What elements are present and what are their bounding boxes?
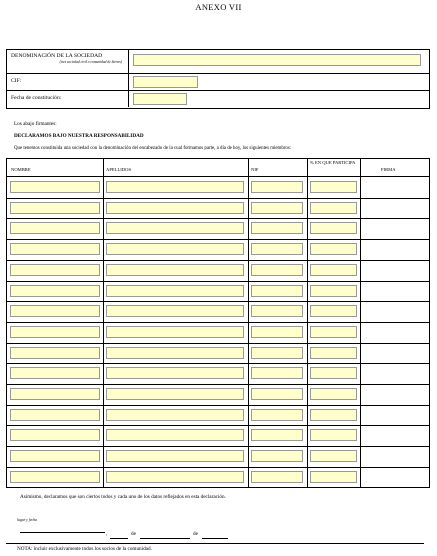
participa-field[interactable] [310,347,357,359]
apellidos-field[interactable] [106,347,244,359]
nombre-field[interactable] [10,305,100,317]
nif-field[interactable] [251,409,303,421]
footer-divider [6,543,424,544]
table-row [7,467,429,488]
table-row [7,260,429,281]
month-field[interactable] [140,532,190,539]
table-row [7,177,429,198]
firma-field[interactable] [363,386,425,402]
apellidos-field[interactable] [106,429,244,441]
nombre-field[interactable] [10,222,100,234]
day-field[interactable] [110,532,128,539]
nombre-field[interactable] [10,409,100,421]
table-row [7,384,429,405]
nombre-field[interactable] [10,471,100,483]
members-table [6,158,430,488]
nombre-field[interactable] [10,202,100,214]
participa-field[interactable] [310,471,357,483]
nif-field[interactable] [251,202,303,214]
nombre-field[interactable] [10,285,100,297]
signers-text: Los abajo firmantes: [14,121,57,127]
footer-statement: Asimismo, declaramos que son ciertos todos y cada uno de los datos reflejados en esta declaración. [20,494,226,500]
participa-field[interactable] [310,326,357,338]
firma-field[interactable] [363,345,425,361]
firma-field[interactable] [363,303,425,319]
firma-field[interactable] [363,200,425,216]
cif-label: CIF: [7,74,129,90]
col-header-nif: NIF [251,167,259,172]
table-row [7,405,429,426]
apellidos-field[interactable] [106,202,244,214]
participa-field[interactable] [310,305,357,317]
participa-field[interactable] [310,450,357,462]
apellidos-field[interactable] [106,409,244,421]
nif-field[interactable] [251,326,303,338]
table-row [7,239,429,260]
place-comma: , [106,531,108,537]
table-row [7,363,429,384]
nif-field[interactable] [251,388,303,400]
society-name-label-cell [7,50,129,73]
nombre-field[interactable] [10,347,100,359]
place-date-label: lugar y fecha [17,518,38,522]
constitution-date-field[interactable] [133,93,187,105]
table-row [7,198,429,219]
firma-field[interactable] [363,283,425,299]
participa-field[interactable] [310,243,357,255]
table-row [7,322,429,343]
cif-row [7,74,429,91]
year-field[interactable] [202,532,228,539]
firma-field[interactable] [363,427,425,443]
firma-field[interactable] [363,179,425,195]
members-statement: Que tenemos constituida una sociedad con la denominación del encabezado de la cual formamos parte, a día de hoy, los siguientes miembros: [14,146,292,151]
place-field[interactable] [20,526,105,533]
apellidos-field[interactable] [106,450,244,462]
col-header-firma: FIRMA [381,167,396,172]
col-header-participa: % EN QUE PARTICIPA [310,160,356,165]
firma-field[interactable] [363,365,425,381]
nombre-field[interactable] [10,429,100,441]
table-row [7,281,429,302]
participa-field[interactable] [310,202,357,214]
society-name-row [7,50,429,74]
nif-field[interactable] [251,181,303,193]
society-name-sublabel: (tres sociedad civil o comunidad de bienes) [59,60,122,64]
participa-field[interactable] [310,264,357,276]
nif-field[interactable] [251,243,303,255]
constitution-date-label: Fecha de constitución: [7,91,129,107]
apellidos-field[interactable] [106,471,244,483]
participa-field[interactable] [310,285,357,297]
firma-field[interactable] [363,448,425,464]
declaration-heading: DECLARAMOS BAJO NUESTRA RESPONSABILIDAD [14,133,144,139]
participa-field[interactable] [310,409,357,421]
firma-field[interactable] [363,324,425,340]
firma-field[interactable] [363,220,425,236]
nif-field[interactable] [251,471,303,483]
firma-field[interactable] [363,262,425,278]
participa-field[interactable] [310,429,357,441]
society-name-field[interactable] [133,54,421,66]
participa-field[interactable] [310,367,357,379]
col-header-nombre: NOMBRE [11,167,31,172]
de-text-1: de [131,531,136,537]
nombre-field[interactable] [10,326,100,338]
nombre-field[interactable] [10,243,100,255]
nif-field[interactable] [251,264,303,276]
firma-field[interactable] [363,469,425,485]
apellidos-field[interactable] [106,367,244,379]
participa-field[interactable] [310,181,357,193]
constitution-date-row [7,91,429,107]
nombre-field[interactable] [10,367,100,379]
nombre-field[interactable] [10,181,100,193]
nif-field[interactable] [251,347,303,359]
nif-field[interactable] [251,367,303,379]
apellidos-field[interactable] [106,222,244,234]
cif-field[interactable] [133,76,198,88]
footer-note: NOTA: incluir exclusivamente todos los socios de la comunidad. [17,546,152,552]
table-row [7,218,429,239]
page-title: ANEXO VII [195,2,242,12]
participa-field[interactable] [310,222,357,234]
col-header-apellidos: APELLIDOS [106,167,132,172]
apellidos-field[interactable] [106,264,244,276]
nif-field[interactable] [251,450,303,462]
society-name-label: DENOMINACIÓN DE LA SOCIEDAD [11,53,103,59]
apellidos-field[interactable] [106,305,244,317]
nif-field[interactable] [251,222,303,234]
nombre-field[interactable] [10,450,100,462]
firma-field[interactable] [363,241,425,257]
apellidos-field[interactable] [106,326,244,338]
participa-field[interactable] [310,388,357,400]
firma-field[interactable] [363,407,425,423]
apellidos-field[interactable] [106,243,244,255]
nif-field[interactable] [251,285,303,297]
de-text-2: de [193,531,198,537]
nif-field[interactable] [251,429,303,441]
table-row [7,425,429,446]
apellidos-field[interactable] [106,181,244,193]
table-row [7,301,429,322]
table-row [7,446,429,467]
apellidos-field[interactable] [106,388,244,400]
apellidos-field[interactable] [106,285,244,297]
nif-field[interactable] [251,305,303,317]
society-info-box [6,49,430,109]
table-row [7,343,429,364]
nombre-field[interactable] [10,388,100,400]
nombre-field[interactable] [10,264,100,276]
